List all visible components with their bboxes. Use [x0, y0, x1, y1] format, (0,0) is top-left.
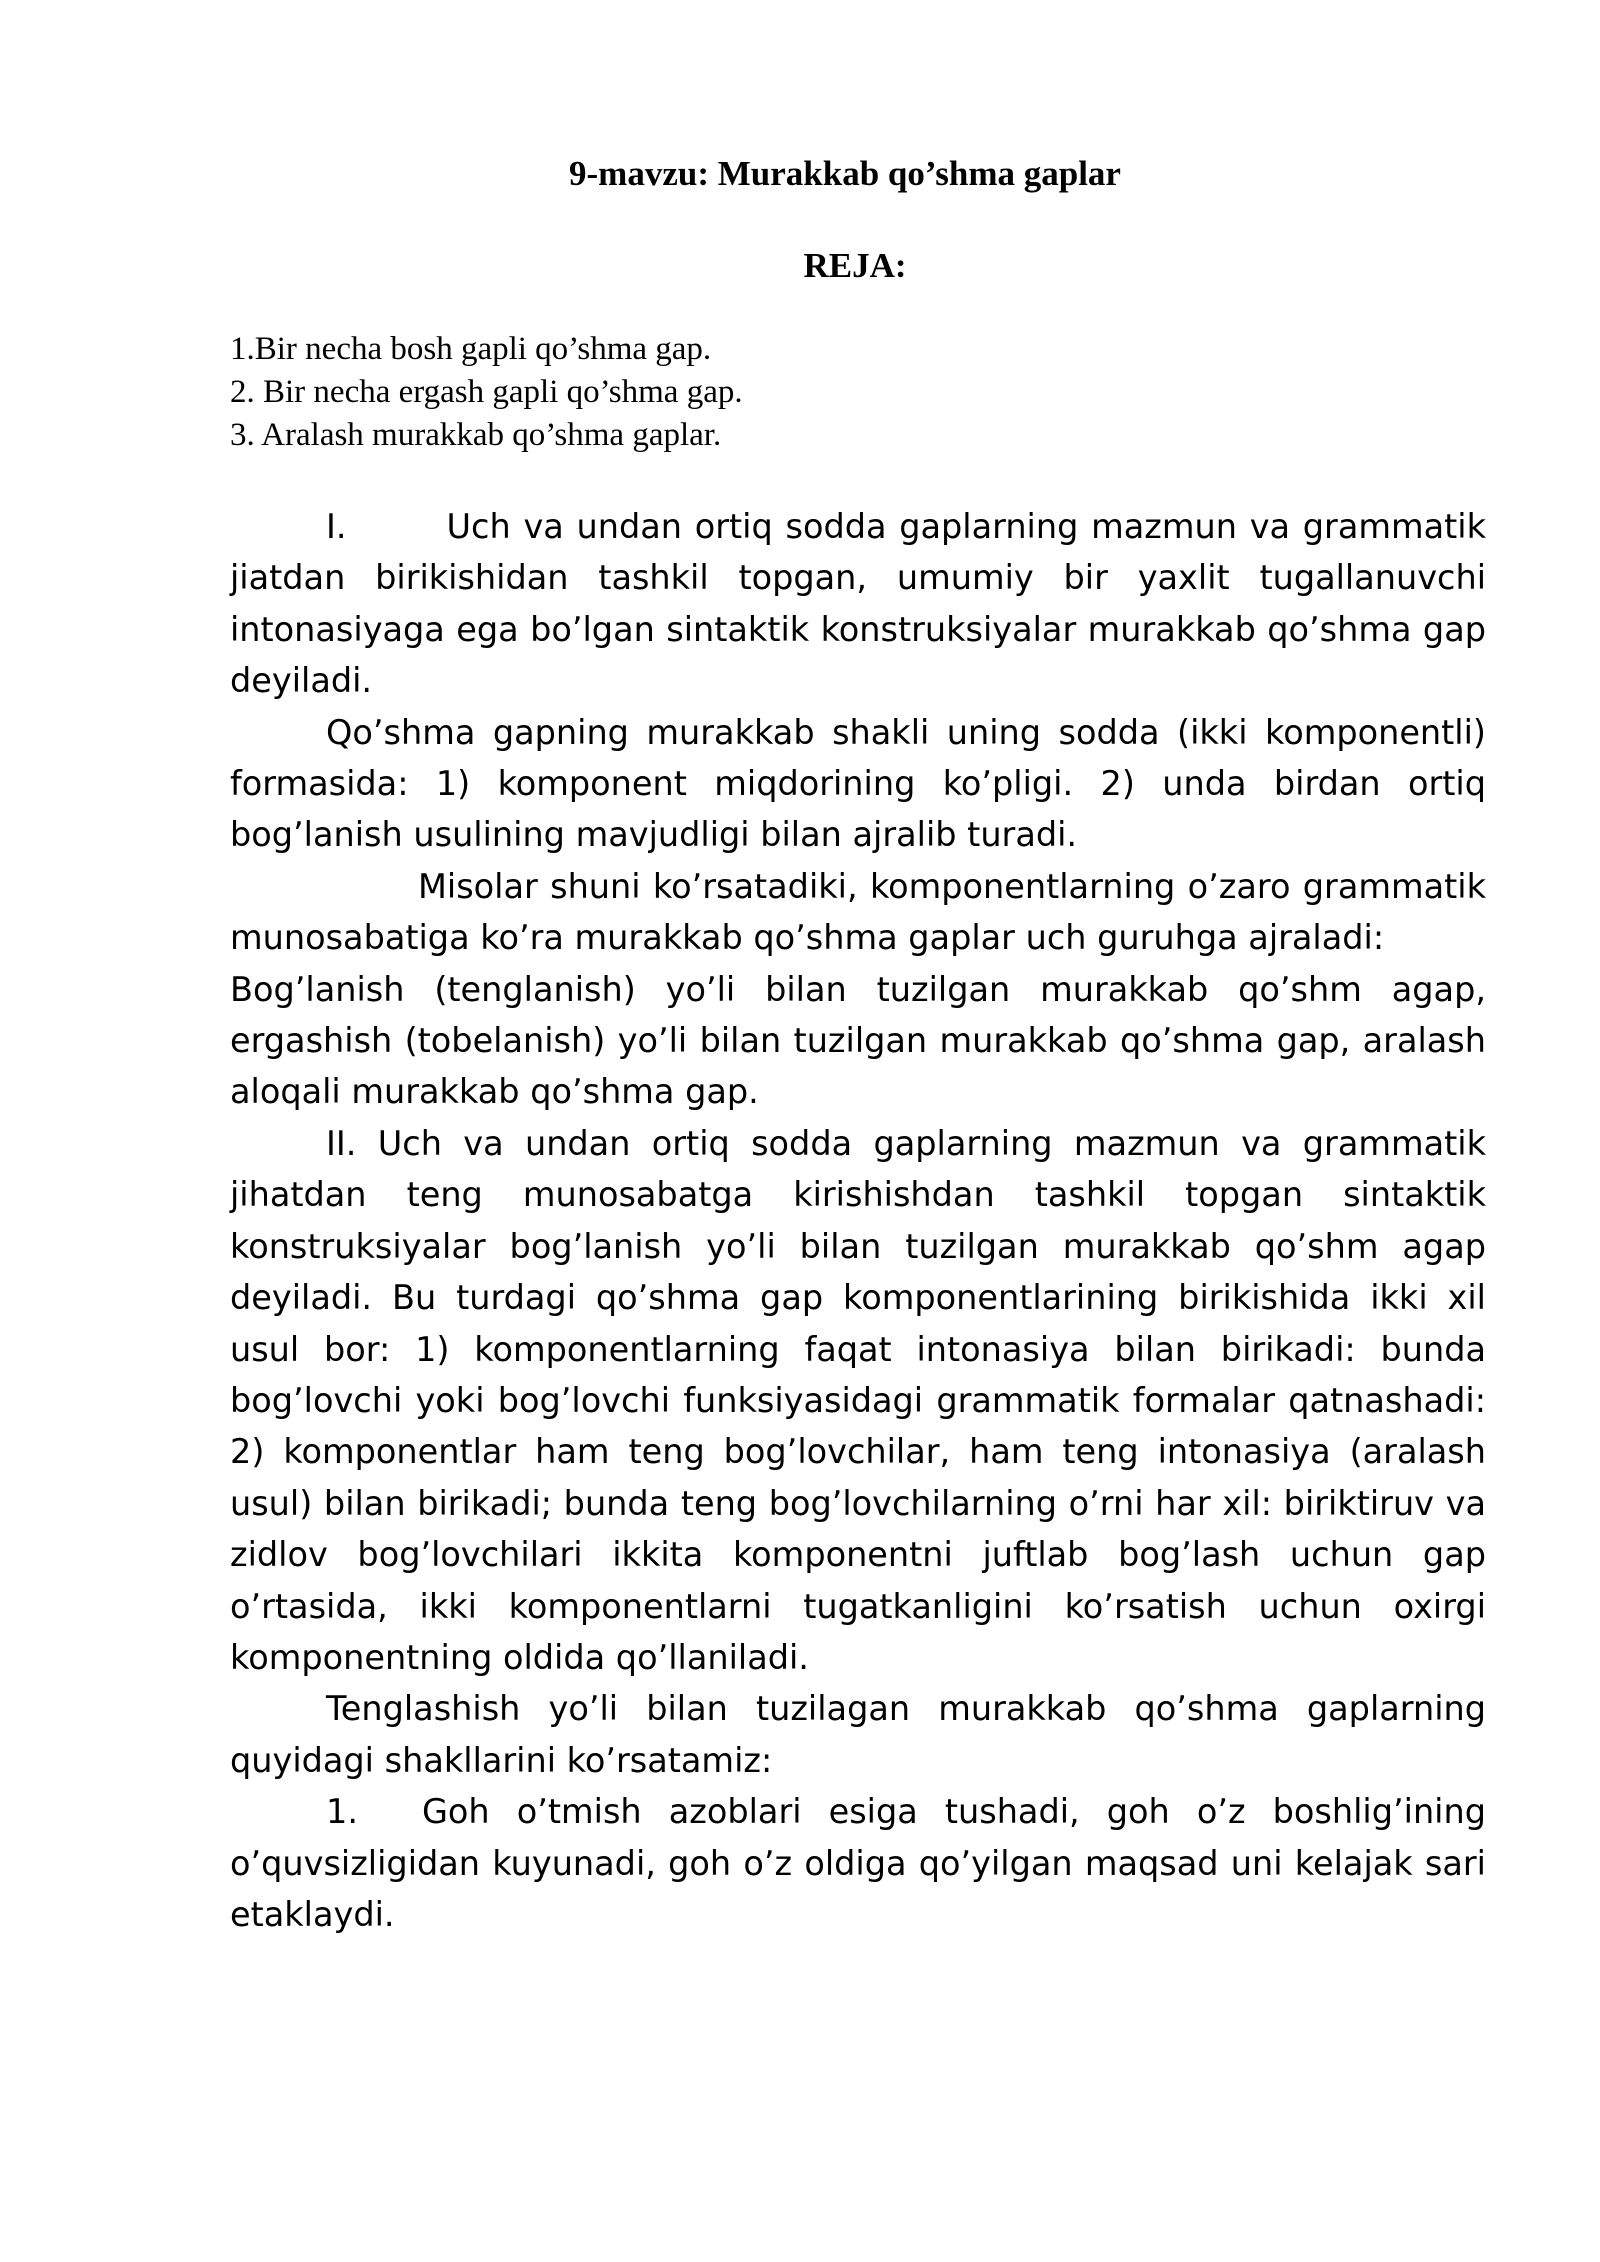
paragraph: Misolar shuni ko’rsatadiki, komponentlarning o’zaro grammatik munosabatiga ko’ra murakkab qo’shma gaplar uch guruhga ajraladi: — [230, 866, 1486, 958]
paragraph: Bog’lanish (tenglanish) yo’li bilan tuzilgan murakkab qo’shm agap, ergashish (tobelanish) yo’li bilan tuzilgan murakkab qo’shma gap, aralash aloqali murakkab qo’shma gap. — [230, 969, 1486, 1112]
document-title: 9-mavzu: Murakkab qo’shma gaplar — [569, 154, 1121, 193]
plan-item: 1.Bir necha bosh gapli qo’shma gap. — [230, 331, 712, 367]
paragraph: Qo’shma gapning murakkab shakli uning sodda (ikki komponentli) formasida: 1) komponent miqdorining ko’pligi. 2) unda birdan ortiq bog’lanish usulining mavjudligi bilan ajralib turadi. — [230, 712, 1486, 855]
paragraph-section-two: II. Uch va undan ortiq sodda gaplarning mazmun va grammatik jihatdan teng munosabatga kirishishdan tashkil topgan sintaktik konstruksiyalar bog’lanish yo’li bilan tuzilgan murakkab qo’shm agap deyiladi. Bu turdagi qo’shma gap komponentlarining birikishida ikki xil usul bor: 1) komponentlarning faqat intonasiya bilan birikadi: bunda bog’lovchi yoki bog’lovchi funksiyasidagi grammatik formalar qatnashadi: 2) komponentlar ham teng bog’lovchilar, ham teng intonasiya (aralash usul) bilan birikadi; bunda teng bog’lovchilarning o’rni har xil: biriktiruv va zidlov bog’lovchilari ikkita komponentni juftlab bog’lash uchun gap o’rtasida, ikki komponentlarni tugatkanligini ko’rsatish uchun oxirgi komponentning oldida qo’llaniladi. — [230, 1123, 1486, 1677]
plan-item: 3. Aralash murakkab qo’shma gaplar. — [230, 417, 722, 453]
plan-item: 2. Bir necha ergash gapli qo’shma gap. — [230, 374, 743, 410]
example-marker: 1. — [326, 1792, 358, 1832]
example-text: Goh o’tmish azoblari esiga tushadi, goh o’z boshlig’ining o’quvsizligidan kuyunadi, goh o’z oldiga qo’yilgan maqsad uni kelajak sari etaklaydi. — [230, 1792, 1486, 1934]
section-marker: I. — [326, 507, 347, 546]
document-body — [230, 501, 1486, 1940]
paragraph-text: Uch va undan ortiq sodda gaplarning mazmun va grammatik jiatdan birikishidan tashkil topgan, umumiy bir yaxlit tugallanuvchi intonasiyaga ega bo’lgan sintaktik konstruksiyalar murakkab qo’shma gap deyiladi. — [230, 507, 1486, 701]
paragraph: Tenglashish yo’li bilan tuzilagan murakkab qo’shma gaplarning quyidagi shakllarini ko’rsatamiz: — [230, 1689, 1486, 1780]
example-item — [230, 1786, 1486, 1940]
paragraph-section-one — [230, 501, 1486, 707]
plan-heading: REJA: — [803, 246, 907, 285]
plan-list — [230, 328, 1480, 457]
